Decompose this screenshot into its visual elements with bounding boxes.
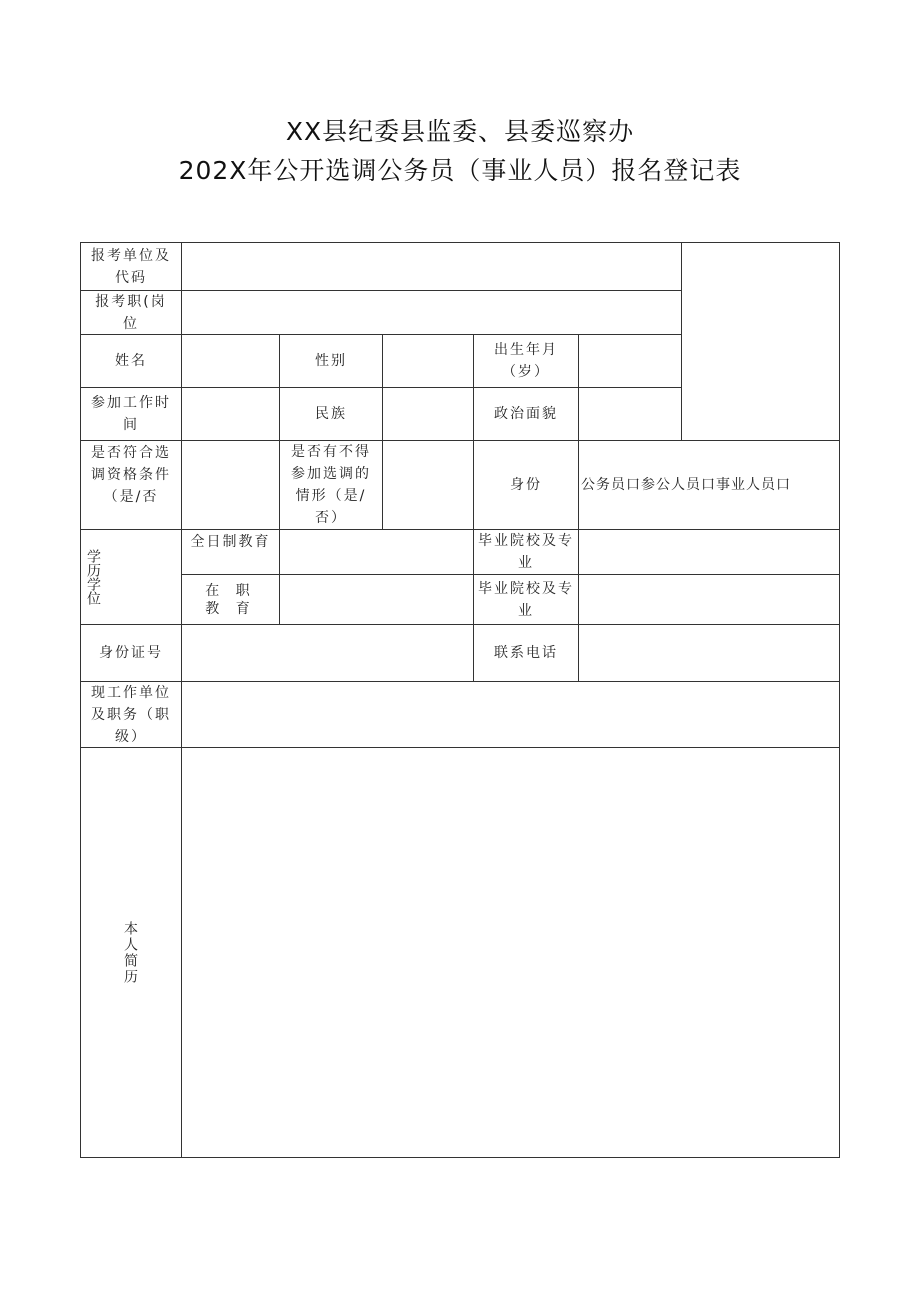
birth-date-label: 出生年月（岁） bbox=[494, 342, 558, 380]
table-border-right bbox=[839, 242, 840, 1158]
ethnicity-field[interactable] bbox=[383, 388, 473, 440]
work-start-label: 参加工作时间 bbox=[91, 395, 171, 433]
name-label: 姓名 bbox=[115, 353, 147, 369]
resume-field[interactable] bbox=[182, 748, 839, 1157]
birth-date-field[interactable] bbox=[579, 335, 681, 387]
form-title-line-1: XX县纪委县监委、县委巡察办 bbox=[285, 117, 635, 146]
phone-label: 联系电话 bbox=[494, 645, 558, 661]
inservice-education-label: 在 职 教 育 bbox=[205, 582, 256, 617]
resume-label: 本人简历 bbox=[122, 920, 138, 985]
current-unit-field[interactable] bbox=[182, 682, 839, 747]
political-status-label: 政治面貌 bbox=[494, 406, 558, 422]
photo-area[interactable] bbox=[682, 243, 839, 440]
ethnicity-label: 民族 bbox=[315, 406, 347, 422]
position-field[interactable] bbox=[182, 291, 681, 334]
identity-options[interactable]: 公务员口参公人员口事业人员口 bbox=[581, 477, 791, 493]
identity-label: 身份 bbox=[510, 477, 542, 493]
unit-code-label: 报考单位及代码 bbox=[91, 247, 171, 286]
education-degree-label: 学历学位 bbox=[85, 549, 101, 605]
phone-field[interactable] bbox=[579, 625, 839, 681]
eligibility-field[interactable] bbox=[182, 441, 279, 529]
school-major-label-inservice: 毕业院校及专业 bbox=[478, 580, 574, 619]
restricted-status-label: 是否有不得参加选调的情形（是/否） bbox=[291, 444, 371, 526]
name-field[interactable] bbox=[182, 335, 279, 387]
id-number-field[interactable] bbox=[182, 625, 473, 681]
school-major-field-inservice[interactable] bbox=[579, 575, 839, 624]
work-start-field[interactable] bbox=[182, 388, 279, 440]
gender-label: 性别 bbox=[315, 353, 347, 369]
school-major-field-fulltime[interactable] bbox=[579, 530, 839, 574]
unit-code-field[interactable] bbox=[182, 243, 681, 290]
gender-field[interactable] bbox=[383, 335, 473, 387]
table-border-bottom bbox=[80, 1157, 840, 1158]
current-unit-label: 现工作单位及职务（职级） bbox=[91, 684, 171, 745]
position-label: 报考职(岗位 bbox=[95, 293, 167, 332]
eligibility-label: 是否符合选调资格条件（是/否 bbox=[91, 445, 171, 505]
school-major-label-fulltime: 毕业院校及专业 bbox=[478, 533, 574, 571]
fulltime-education-field[interactable] bbox=[280, 530, 473, 574]
political-status-field[interactable] bbox=[579, 388, 681, 440]
form-title-line-2: 202X年公开选调公务员（事业人员）报名登记表 bbox=[178, 156, 742, 185]
id-number-label: 身份证号 bbox=[99, 645, 163, 661]
inservice-education-field[interactable] bbox=[280, 575, 473, 624]
restricted-status-field[interactable] bbox=[383, 441, 473, 529]
fulltime-education-label: 全日制教育 bbox=[190, 534, 271, 550]
registration-form-table bbox=[80, 242, 840, 1158]
